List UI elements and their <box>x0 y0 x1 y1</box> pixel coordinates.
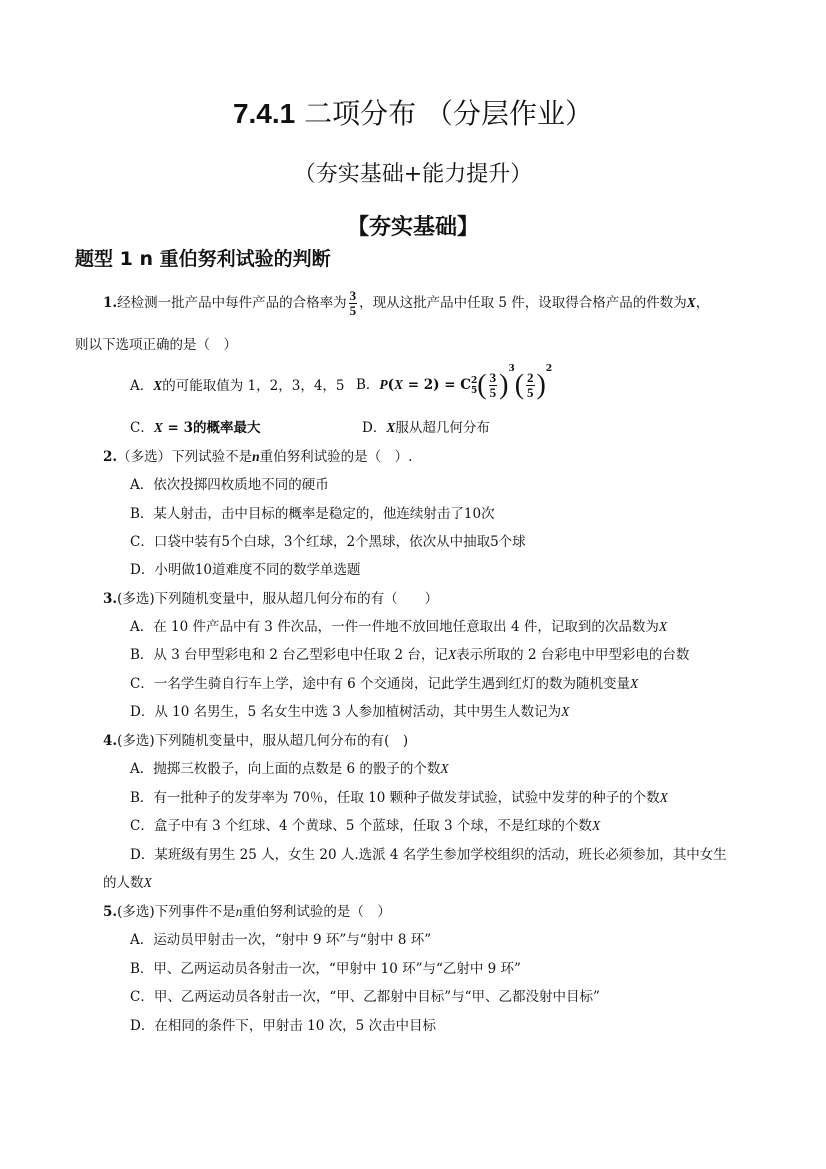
q4-option-d-line2 <box>103 871 152 891</box>
q3-option-c <box>130 672 638 692</box>
q1-stem-text-a: 经检测一批产品中每件产品的合格率为 <box>117 295 347 311</box>
q1-optB-frac2 <box>526 371 535 400</box>
q5-option-a: A．运动员甲射击一次，“射中 9 环”与“射中 8 环” <box>130 932 432 948</box>
q3-optB-var: X <box>447 647 457 662</box>
q2-stem-a: （多选）下列试验不是 <box>117 449 253 465</box>
q3-optC-text: C．一名学生骑自行车上学，途中有 6 个交通岗，记此学生遇到红灯的数为随机变量 <box>130 676 630 692</box>
q3-optD-var: X <box>561 704 570 719</box>
q4-optA-var: X <box>440 761 449 776</box>
q1-option-b <box>356 364 552 402</box>
q3-optA-text: A．在 10 件产品中有 3 件次品，一件一件地不放回地任意取出 4 件，记取到的次品数为 <box>130 619 659 635</box>
q3-option-b <box>130 643 689 663</box>
page-title <box>0 92 826 132</box>
q1-optB-exp1: 3 <box>508 364 515 374</box>
q4-option-c <box>130 814 600 834</box>
q4-stem-text: (多选)下列随机变量中，服从超几何分布的有( ) <box>117 733 409 749</box>
q1-optA-text: 的可能取值为 1，2，3，4，5 <box>162 378 345 394</box>
q5-variable: n <box>235 904 243 919</box>
q4-number: 4. <box>103 733 118 749</box>
q5-number: 5. <box>103 904 118 920</box>
q2-option-d: D．小明做10道难度不同的数学单选题 <box>130 562 361 578</box>
q3-optD-text: D．从 10 名男生，5 名女生中选 3 人参加植树活动，其中男生人数记为 <box>130 704 562 720</box>
q1-optD-var: X <box>386 420 396 435</box>
q5-stem-b: 重伯努利试验的是（ ） <box>242 904 391 920</box>
q1-optB-sub: 5 <box>471 385 478 396</box>
q1-optB-frac2-n: 2 <box>527 370 534 385</box>
q1-optD-label: D． <box>362 420 387 436</box>
q1-optD-text: 服从超几何分布 <box>395 420 490 436</box>
q1-optB-eq: = 2) = C <box>403 377 472 393</box>
q4-option-a <box>130 757 449 777</box>
q1-fraction <box>349 289 358 318</box>
q1-optB-paren1-close: ) <box>499 369 509 401</box>
q1-optB-label: B． <box>356 377 380 393</box>
q3-optB-text-a: B．从 3 台甲型彩电和 2 台乙型彩电中任取 2 台，记 <box>130 647 448 663</box>
q1-frac-numerator: 3 <box>349 288 357 303</box>
q1-optC-var: X <box>153 420 163 435</box>
q1-option-d <box>362 416 490 436</box>
q4-optA-text: A．抛掷三枚骰子，向上面的点数是 6 的骰子的个数 <box>130 761 441 777</box>
q3-option-a <box>130 615 667 635</box>
q4-option-b <box>130 786 668 806</box>
q4-optC-var: X <box>591 818 601 833</box>
q2-number: 2. <box>103 449 118 465</box>
q1-optA-var: X <box>153 378 163 393</box>
q1-stem-line2: 则以下选项正确的是（ ） <box>75 337 237 353</box>
q3-stem-text: (多选)下列随机变量中，服从超几何分布的有（ ） <box>117 591 439 607</box>
q1-optB-sup: 2 <box>471 375 478 386</box>
q1-optB-frac1-d: 5 <box>489 385 497 400</box>
q1-optB-frac2-d: 5 <box>527 385 534 400</box>
title-number: 7.4.1 <box>232 98 296 129</box>
q1-optB-paren1-open: ( <box>477 369 487 401</box>
q1-optB-exp2: 2 <box>545 364 553 374</box>
q4-optD-var: X <box>143 875 152 890</box>
section-heading: 【夯实基础】 <box>346 214 479 240</box>
q4-option-d: D．某班级有男生 25 人，女生 20 人.选派 4 名学生参加学校组织的活动，班长必须参加，其中女生 <box>130 847 727 863</box>
q4-optD-line2-text: 的人数 <box>103 875 144 891</box>
q1-optB-paren2-close: ) <box>536 369 546 401</box>
q3-optB-text-b: 表示所取的 2 台彩电中甲型彩电的台数 <box>456 647 690 663</box>
q3-number: 3. <box>103 591 118 607</box>
q1-number: 1. <box>103 295 118 311</box>
q1-option-c <box>130 416 260 436</box>
q1-optA-label: A． <box>130 378 154 394</box>
q2-stem-b: 重伯努利试验的是（ ）. <box>259 449 413 465</box>
q3-stem <box>103 587 438 607</box>
q5-option-d: D．在相同的条件下，甲射击 10 次，5 次击中目标 <box>130 1018 436 1034</box>
q2-option-c: C．口袋中装有5个白球，3个红球，2个黑球，依次从中抽取5个球 <box>130 534 526 550</box>
q4-optB-text: B．有一批种子的发芽率为 70％，任取 10 颗种子做发芽试验，试验中发芽的种子的个数 <box>130 790 660 806</box>
q5-stem <box>103 900 391 920</box>
q1-frac-denominator: 5 <box>349 303 357 318</box>
q1-variable: X <box>686 295 696 310</box>
q5-option-b: B．甲、乙两运动员各射击一次，“甲射中 10 环”与“乙射中 9 环” <box>130 961 521 977</box>
q1-stem-text-b: ，现从这批产品中任取 5 件，设取得合格产品的件数为 <box>359 295 687 311</box>
q2-variable: n <box>252 449 260 464</box>
q1-stem-text-c: ， <box>695 295 710 311</box>
q2-option-b: B．某人射击，击中目标的概率是稳定的，他连续射击了10次 <box>130 506 495 522</box>
q2-option-a: A．依次投掷四枚质地不同的硬币 <box>130 477 329 493</box>
q1-optC-text: = 3的概率最大 <box>162 420 261 436</box>
q3-option-d <box>130 700 569 720</box>
q1-optB-paren2-open: ( <box>514 369 525 401</box>
q1-option-a <box>130 374 345 394</box>
q5-option-c: C．甲、乙两运动员各射击一次，“甲、乙都射中目标”与“甲、乙都没射中目标” <box>130 989 600 1005</box>
q1-stem <box>103 289 709 318</box>
q4-optB-var: X <box>659 790 668 805</box>
q1-optB-frac1 <box>489 371 498 400</box>
q4-stem <box>103 729 408 749</box>
title-text: 二项分布 （分层作业） <box>295 97 594 130</box>
q1-optB-p: P <box>379 377 388 392</box>
q3-optA-var: X <box>658 619 668 634</box>
q2-stem <box>103 445 412 465</box>
q1-optB-x: X <box>394 377 404 392</box>
q1-optB-frac1-n: 3 <box>489 370 497 385</box>
q4-optC-text: C．盒子中有 3 个红球、4 个黄球、5 个蓝球，任取 3 个球，不是红球的个数 <box>130 818 592 834</box>
topic-heading: 题型 1 n 重伯努利试验的判断 <box>75 248 331 270</box>
q5-stem-a: (多选)下列事件不是 <box>117 904 236 920</box>
q3-optC-var: X <box>630 676 639 691</box>
page-subtitle: （夯实基础+能力提升） <box>293 162 533 187</box>
q1-optC-label: C． <box>130 420 154 436</box>
q1-optB-open: ( <box>387 377 395 393</box>
